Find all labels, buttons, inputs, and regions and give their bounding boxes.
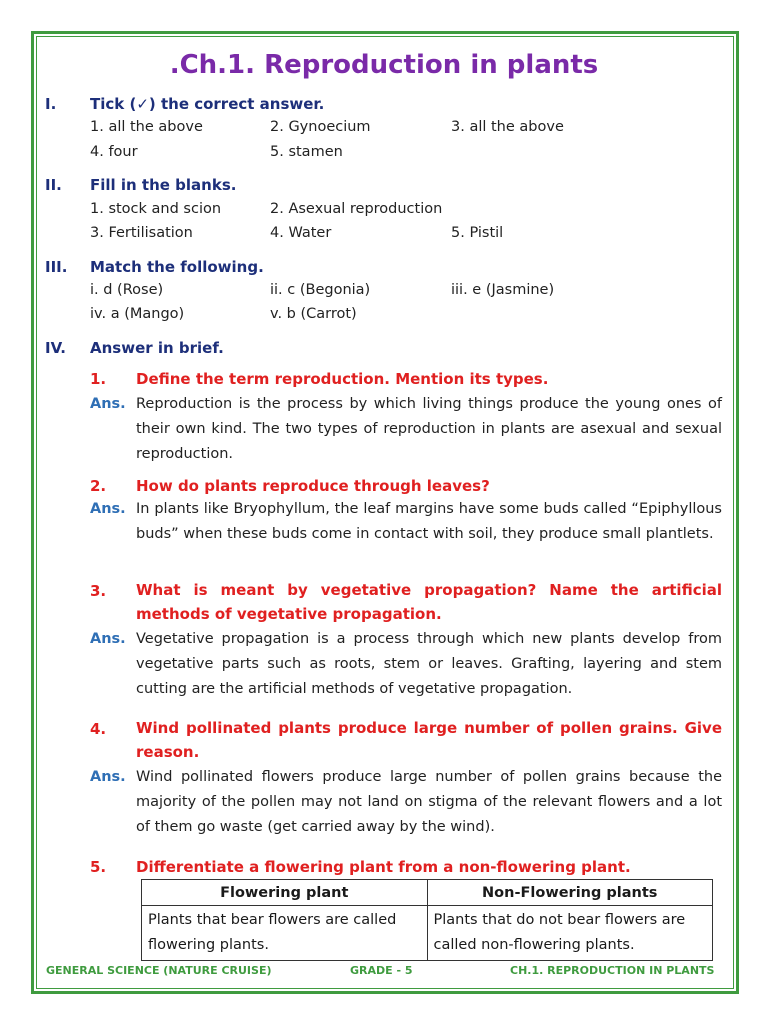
section-number: IV.	[45, 339, 66, 357]
section-heading: Answer in brief.	[90, 339, 224, 357]
footer-grade: GRADE - 5	[350, 964, 413, 977]
answer-item: 3. Fertilisation	[90, 225, 193, 241]
answer-item: iv. a (Mango)	[90, 306, 185, 322]
answer-paragraph: Vegetative propagation is a process through which new plants develop from vegetative parts such as roots, stem or leaves. Grafting, layering and stem cutting are the artificial methods of vegetative propagation.	[136, 631, 722, 697]
table-cell: Plants that bear flowers are called flowering plants.	[142, 906, 428, 961]
footer-subject: GENERAL SCIENCE (NATURE CRUISE)	[46, 964, 272, 977]
answer-item: 4. four	[90, 144, 138, 160]
answer-item: 5. Pistil	[451, 225, 504, 241]
table-header-row	[142, 880, 713, 906]
section-number: II.	[45, 176, 62, 194]
question-text: Define the term reproduction. Mention its types.	[136, 370, 549, 388]
section-number: I.	[45, 95, 57, 113]
answer-paragraph: In plants like Bryophyllum, the leaf margins have some buds called “Epiphyllous buds” when these buds come in contact with soil, they produce small plantlets.	[136, 501, 722, 542]
question-number: 1.	[90, 370, 107, 388]
answer-paragraph: Reproduction is the process by which living things produce the young ones of their own kind. The two types of reproduction in plants are asexual and sexual reproduction.	[136, 396, 722, 462]
answer-item: ii. c (Begonia)	[270, 282, 371, 298]
answer-item: 2. Asexual reproduction	[270, 201, 443, 217]
answer-item: iii. e (Jasmine)	[451, 282, 555, 298]
answer-item: 1. stock and scion	[90, 201, 222, 217]
table-row	[142, 906, 713, 961]
section-heading: Fill in the blanks.	[90, 176, 237, 194]
table-header: Non-Flowering plants	[427, 880, 713, 906]
question-text: How do plants reproduce through leaves?	[136, 477, 490, 495]
answer-item: 1. all the above	[90, 119, 203, 135]
answer-item: 4. Water	[270, 225, 332, 241]
page-title: .Ch.1. Reproduction in plants	[169, 50, 599, 80]
answer-item: 5. stamen	[270, 144, 343, 160]
table-header: Flowering plant	[142, 880, 428, 906]
ans-label: Ans.	[90, 501, 126, 517]
question-text: What is meant by vegetative propagation? Name the artificial methods of vegetative propagation.	[136, 581, 722, 623]
section-heading: Tick (✓) the correct answer.	[90, 95, 325, 113]
answer-item: v. b (Carrot)	[270, 306, 357, 322]
ans-label: Ans.	[90, 631, 126, 647]
question-text: Wind pollinated plants produce large number of pollen grains. Give reason.	[136, 719, 722, 761]
ans-label: Ans.	[90, 769, 126, 785]
section-heading: Match the following.	[90, 258, 264, 276]
question-number: 2.	[90, 477, 107, 495]
answer-item: 3. all the above	[451, 119, 564, 135]
section-number: III.	[45, 258, 68, 276]
answer-item: i. d (Rose)	[90, 282, 164, 298]
comparison-table	[141, 879, 713, 961]
answer-item: 2. Gynoecium	[270, 119, 371, 135]
question-number: 3.	[90, 582, 107, 600]
ans-label: Ans.	[90, 396, 126, 412]
question-number: 4.	[90, 720, 107, 738]
table-cell: Plants that do not bear flowers are called non-flowering plants.	[427, 906, 713, 961]
answer-paragraph: Wind pollinated flowers produce large number of pollen grains because the majority of the pollen may not land on stigma of the relevant flowers and a lot of them go waste (get carried away by the wind).	[136, 769, 722, 835]
footer-chapter: CH.1. REPRODUCTION IN PLANTS	[510, 964, 715, 977]
question-text: Differentiate a flowering plant from a non-flowering plant.	[136, 858, 631, 876]
question-number: 5.	[90, 858, 107, 876]
